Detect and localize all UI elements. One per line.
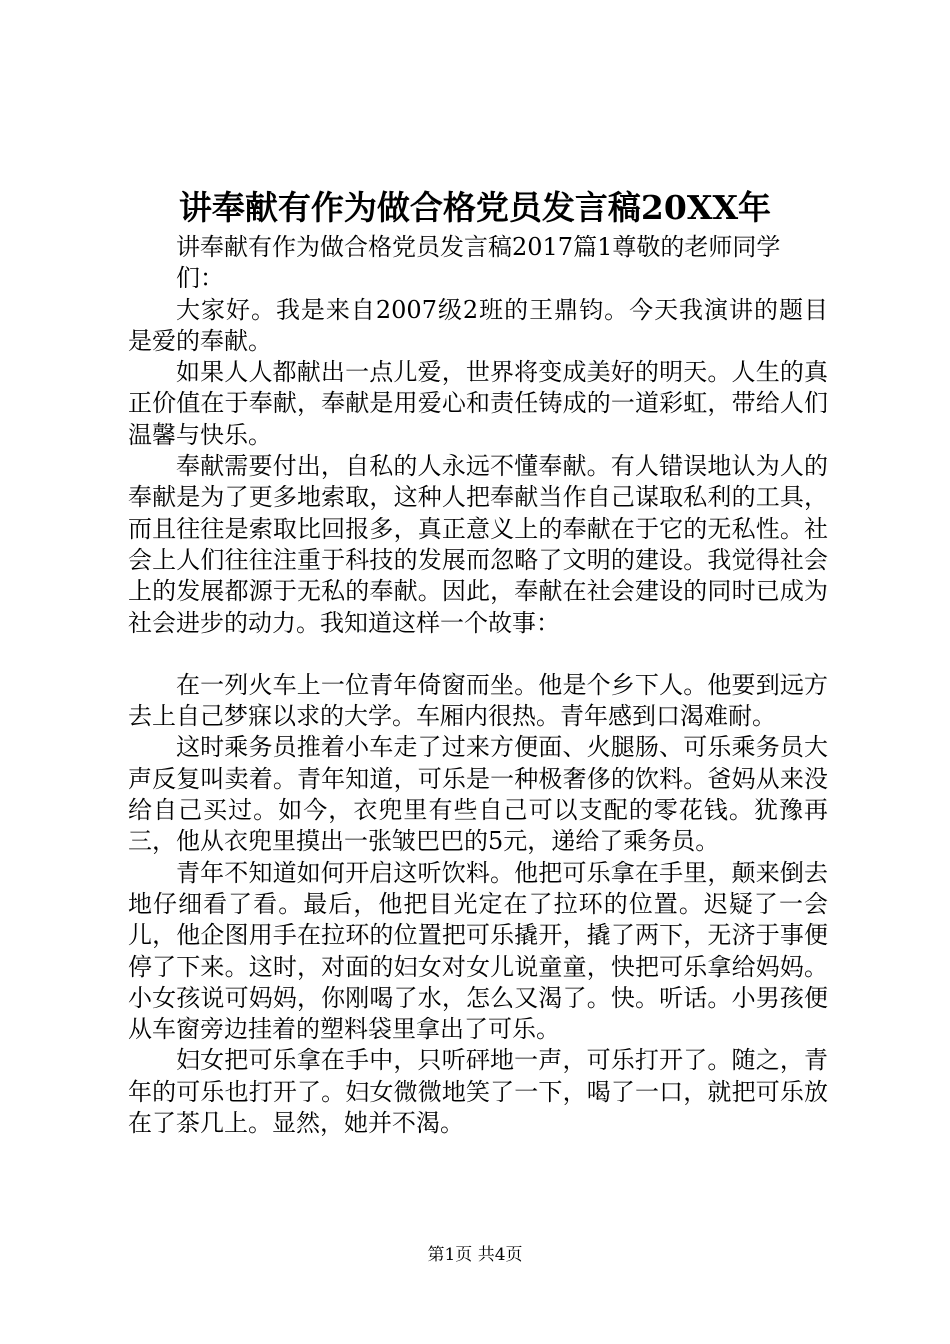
- document-body: [128, 232, 828, 1139]
- paragraph-6: 青年不知道如何开启这听饮料。他把可乐拿在手里，颠来倒去地仔细看了看。最后，他把目光定在了拉环的位置。迟疑了一会儿，他企图用手在拉环的位置把可乐撬开，撬了两下，无济于事便停了下来。这时，对面的妇女对女儿说童童，快把可乐拿给妈妈。小女孩说可妈妈，你刚喝了水，怎么又渴了。快。听话。小男孩便从车窗旁边挂着的塑料袋里拿出了可乐。: [128, 858, 828, 1044]
- page-indicator: 第1页 共4页: [427, 1245, 523, 1265]
- paragraph-7: 妇女把可乐拿在手中，只听砰地一声，可乐打开了。随之，青年的可乐也打开了。妇女微微地笑了一下，喝了一口，就把可乐放在了茶几上。显然，她并不渴。: [128, 1046, 828, 1138]
- paragraph-2: 如果人人都献出一点儿爱，世界将变成美好的明天。人生的真正价值在于奉献，奉献是用爱心和责任铸成的一道彩虹，带给人们温馨与快乐。: [128, 358, 828, 449]
- paragraph-3: 奉献需要付出，自私的人永远不懂奉献。有人错误地认为人的奉献是为了更多地索取，这种人把奉献当作自己谋取私利的工具，而且往往是索取比回报多，真正意义上的奉献在于它的无私性。社会上人们往往注重于科技的发展而忽略了文明的建设。我觉得社会上的发展都源于无私的奉献。因此，奉献在社会建设的同时已成为社会进步的动力。我知道这样一个故事：: [128, 452, 828, 637]
- paragraph-5: 这时乘务员推着小车走了过来方便面、火腿肠、可乐乘务员大声反复叫卖着。青年知道，可乐是一种极奢侈的饮料。爸妈从来没给自己买过。如今，衣兜里有些自己可以支配的零花钱。犹豫再三，他从衣兜里摸出一张皱巴巴的5元，递给了乘务员。: [128, 733, 828, 856]
- paragraph-1: 大家好。我是来自2007级2班的王鼎钧。今天我演讲的题目是爱的奉献。: [128, 295, 828, 355]
- paragraph-4: 在一列火车上一位青年倚窗而坐。他是个乡下人。他要到远方去上自己梦寐以求的大学。车厢内很热。青年感到口渴难耐。: [128, 670, 828, 731]
- document-title: 讲奉献有作为做合格党员发言稿20XX年: [178, 188, 772, 227]
- intro-paragraph: 讲奉献有作为做合格党员发言稿2017篇1尊敬的老师同学们：: [176, 233, 781, 293]
- paragraph-spacer: [128, 639, 828, 670]
